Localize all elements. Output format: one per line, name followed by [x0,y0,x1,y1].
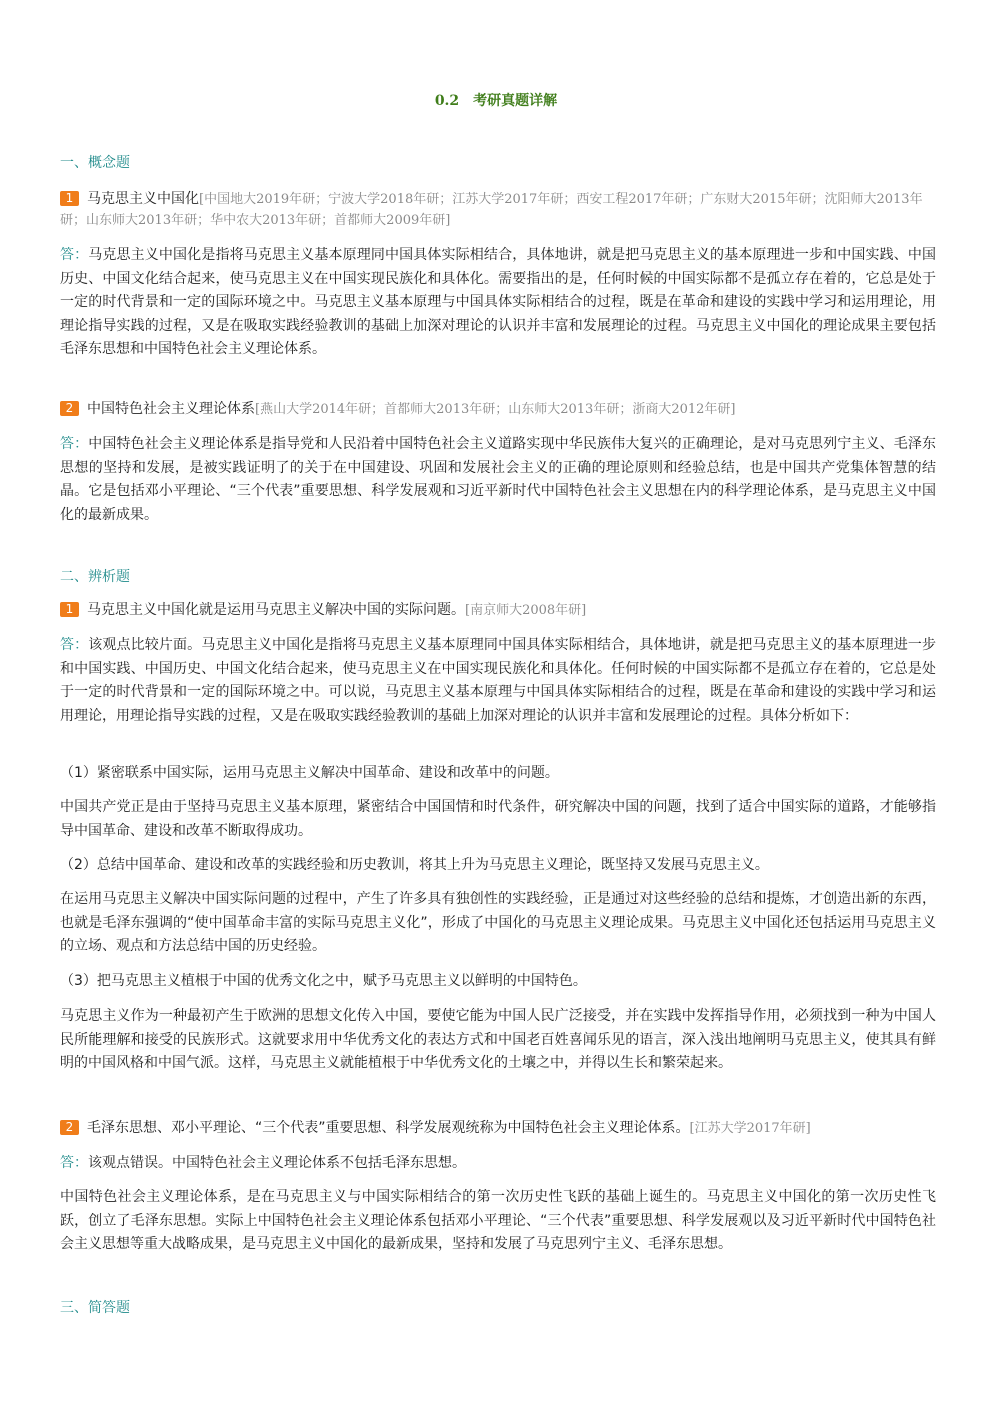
question-source: [江苏大学2017年研] [689,1121,811,1136]
paragraph-point-2: （2）总结中国革命、建设和改革的实践经验和历史教训，将其上升为马克思主义理论，既坚持又发展马克思主义。 [60,857,769,873]
question-number-badge: 2 [60,401,79,416]
section-heading-concepts: 一、概念题 [60,155,130,171]
paragraph-point-3: （3）把马克思主义植根于中国的优秀文化之中，赋予马克思主义以鲜明的中国特色。 [60,973,587,989]
answer-label: 答： [60,247,89,263]
title-number: 0.2 [434,93,460,109]
answer-label: 答： [60,637,89,653]
question-2-2 [60,1118,940,1139]
answer-2-2 [60,1152,936,1176]
answer-text: 该观点比较片面。马克思主义中国化是指将马克思主义基本原理同中国具体实际相结合，具体地讲，就是把马克思主义的基本原理进一步和中国实践、中国历史、中国文化结合起来，使马克思主义在中国实现民族化和具体化。任何时候的中国实际都不是孤立存在着的，它总是处于一定的时代背景和一定的国际环境之中。可以说，马克思主义基本原理与中国具体实际相结合的过程，既是在革命和建设的实践中学习和运用理论，用理论指导实践的过程，又是在吸取实践经验教训的基础上加深对理论的认识并丰富和发展理论的过程。具体分析如下： [60,637,936,724]
question-text: 马克思主义中国化就是运用马克思主义解决中国的实际问题。 [87,602,465,618]
paragraph-point-1-detail: 中国共产党正是由于坚持马克思主义基本原理，紧密结合中国国情和时代条件，研究解决中国的问题，找到了适合中国实际的道路，才能够指导中国革命、建设和改革不断取得成功。 [60,799,936,839]
question-number-badge: 2 [60,1120,79,1135]
question-number-badge: 1 [60,191,79,206]
answer-text: 中国特色社会主义理论体系是指导党和人民沿着中国特色社会主义道路实现中华民族伟大复兴的正确理论，是对马克思列宁主义、毛泽东思想的坚持和发展，是被实践证明了的关于在中国建设、巩固和发展社会主义的正确的理论原则和经验总结，也是中国共产党集体智慧的结晶。它是包括邓小平理论、“三个代表”重要思想、科学发展观和习近平新时代中国特色社会主义思想在内的科学理论体系，是马克思主义中国化的最新成果。 [60,436,936,523]
question-source: [中国地大2019年研；宁波大学2018年研；江苏大学2017年研；西安工程2017年研；广东财大2015年研；沈阳师大2013年研；山东师大2013年研；华中农大2013年研；首都师大2009年研] [60,192,923,228]
paragraph-point-1: （1）紧密联系中国实际，运用马克思主义解决中国革命、建设和改革中的问题。 [60,765,559,781]
section-heading-analysis: 二、辨析题 [60,569,130,585]
answer-text: 马克思主义中国化是指将马克思主义基本原理同中国具体实际相结合，具体地讲，就是把马克思主义的基本原理进一步和中国实践、中国历史、中国文化结合起来，使马克思主义在中国实现民族化和具体化。需要指出的是，任何时候的中国实际都不是孤立存在着的，它总是处于一定的时代背景和一定的国际环境之中。马克思主义基本原理与中国具体实际相结合的过程，既是在革命和建设的实践中学习和运用理论，用理论指导实践的过程，又是在吸取实践经验教训的基础上加深对理论的认识并丰富和发展理论的过程。马克思主义中国化的理论成果主要包括毛泽东思想和中国特色社会主义理论体系。 [60,247,936,357]
answer-text: 该观点错误。中国特色社会主义理论体系不包括毛泽东思想。 [88,1155,466,1171]
question-text: 中国特色社会主义理论体系 [87,401,255,417]
answer-label: 答： [60,1155,88,1171]
question-2-1 [60,600,940,621]
answer-2-1 [60,634,936,728]
question-text: 毛泽东思想、邓小平理论、“三个代表”重要思想、科学发展观统称为中国特色社会主义理论体系。 [87,1120,690,1136]
answer-1-1 [60,244,936,362]
question-source: [燕山大学2014年研；首都师大2013年研；山东师大2013年研；浙商大2012年研] [255,402,736,417]
question-source: [南京师大2008年研] [465,603,587,618]
paragraph-point-3-detail: 马克思主义作为一种最初产生于欧洲的思想文化传入中国，要使它能为中国人民广泛接受，并在实践中发挥指导作用，必须找到一种为中国人民所能理解和接受的民族形式。这就要求用中华优秀文化的表达方式和中国老百姓喜闻乐见的语言，深入浅出地阐明马克思主义，使其具有鲜明的中国风格和中国气派。这样，马克思主义就能植根于中华优秀文化的土壤之中，并得以生长和繁荣起来。 [60,1008,936,1071]
answer-2-2-detail: 中国特色社会主义理论体系，是在马克思主义与中国实际相结合的第一次历史性飞跃的基础上诞生的。马克思主义中国化的第一次历史性飞跃，创立了毛泽东思想。实际上中国特色社会主义理论体系包括邓小平理论、“三个代表”重要思想、科学发展观以及习近平新时代中国特色社会主义思想等重大战略成果，是马克思主义中国化的最新成果，坚持和发展了马克思列宁主义、毛泽东思想。 [60,1189,936,1252]
title-text: 考研真题详解 [473,93,558,109]
question-1-1 [60,189,940,231]
page-title [0,90,992,110]
question-1-2 [60,399,940,420]
question-text: 马克思主义中国化 [87,191,199,207]
section-heading-short-answer: 三、简答题 [60,1300,130,1316]
answer-label: 答： [60,436,89,452]
answer-1-2 [60,433,936,527]
question-number-badge: 1 [60,602,79,617]
paragraph-point-2-detail: 在运用马克思主义解决中国实际问题的过程中，产生了许多具有独创性的实践经验，正是通过对这些经验的总结和提炼，才创造出新的东西，也就是毛泽东强调的“使中国革命丰富的实际马克思主义化”，形成了中国化的马克思主义理论成果。马克思主义中国化还包括运用马克思主义的立场、观点和方法总结中国的历史经验。 [60,891,936,954]
